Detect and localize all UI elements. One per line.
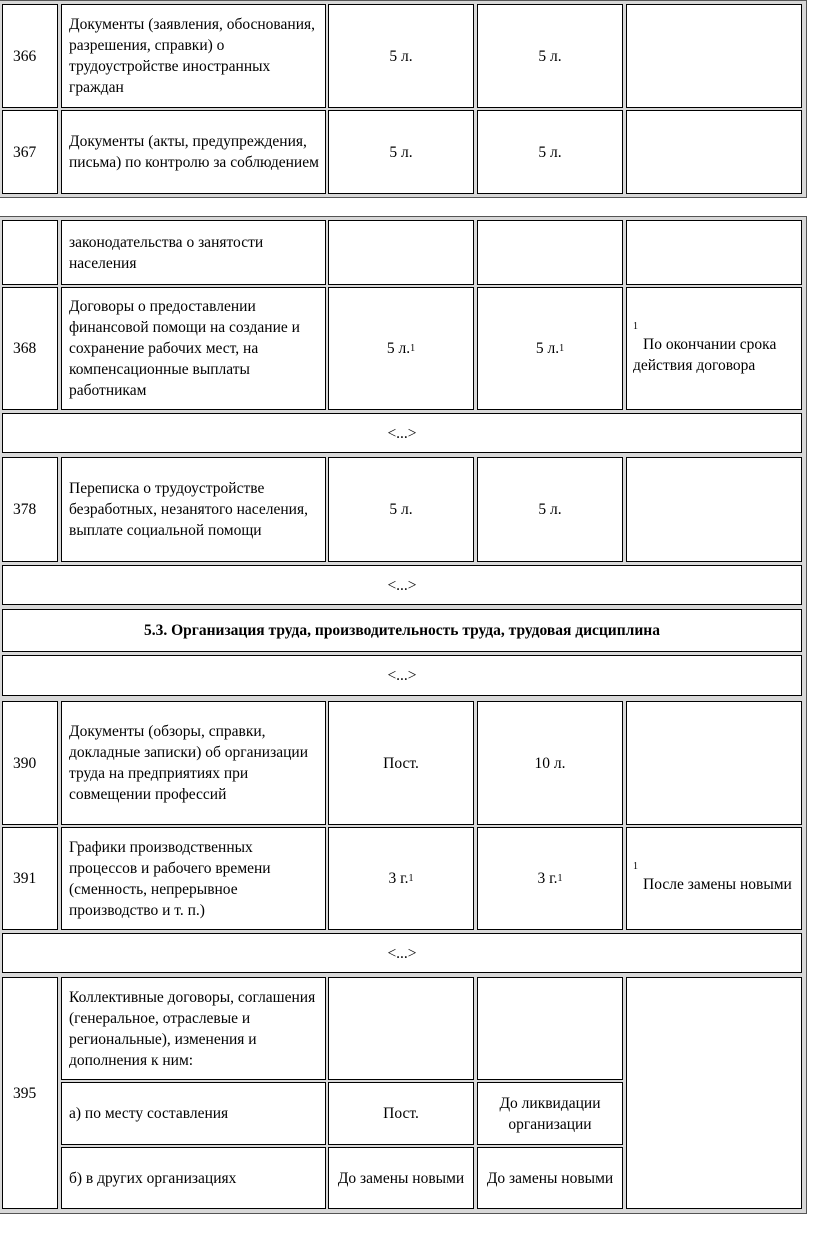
row-390-term-a: Пост. bbox=[328, 701, 474, 825]
row-378-term-a: 5 л. bbox=[328, 457, 474, 562]
row-368-note: 1 По окончании срока действия договора bbox=[626, 287, 802, 410]
ellipsis-row: <...> bbox=[2, 565, 802, 605]
row-368-term-a: 5 л. 1 bbox=[328, 287, 474, 410]
row-366-term-a: 5 л. bbox=[328, 4, 474, 108]
row-391-number: 391 bbox=[2, 827, 58, 930]
row-367-note bbox=[626, 110, 802, 194]
row-395b-term-a: До замены новыми bbox=[328, 1147, 474, 1209]
row-367-term-a: 5 л. bbox=[328, 110, 474, 194]
row-367-cont-term-a bbox=[328, 220, 474, 285]
row-390-term-b: 10 л. bbox=[477, 701, 623, 825]
row-367-cont-term-b bbox=[477, 220, 623, 285]
row-378-number: 378 bbox=[2, 457, 58, 562]
row-395-term-a bbox=[328, 977, 474, 1080]
row-395-number: 395 bbox=[2, 977, 58, 1209]
row-391-term-b: 3 г. 1 bbox=[477, 827, 623, 930]
table-block-2 bbox=[0, 216, 807, 1214]
row-367-cont-number bbox=[2, 220, 58, 285]
row-391-note: 1 После замены новыми bbox=[626, 827, 802, 930]
footnote-number: 1 bbox=[633, 320, 638, 332]
row-395b-term-b: До замены новыми bbox=[477, 1147, 623, 1209]
row-390-number: 390 bbox=[2, 701, 58, 825]
row-395a-term-a: Пост. bbox=[328, 1082, 474, 1145]
ellipsis-row: <...> bbox=[2, 655, 802, 696]
row-366-term-b: 5 л. bbox=[477, 4, 623, 108]
row-391-term-a: 3 г. 1 bbox=[328, 827, 474, 930]
row-395b-description: б) в других организациях bbox=[61, 1147, 326, 1209]
row-366-number: 366 bbox=[2, 4, 58, 108]
row-390-description: Документы (обзоры, справки, докладные записки) об организации труда на предприятиях при совмещении профессий bbox=[61, 701, 326, 825]
row-395a-term-b: До ликвидации организации bbox=[477, 1082, 623, 1145]
ellipsis-row: <...> bbox=[2, 413, 802, 453]
row-367-cont-description: законодательства о занятости населения bbox=[61, 220, 326, 285]
row-367-term-b: 5 л. bbox=[477, 110, 623, 194]
row-395-description: Коллективные договоры, соглашения (генеральное, отраслевые и региональные), изменения и дополнения к ним: bbox=[61, 977, 326, 1080]
row-395-term-b bbox=[477, 977, 623, 1080]
row-395a-description: а) по месту составления bbox=[61, 1082, 326, 1145]
row-367-number: 367 bbox=[2, 110, 58, 194]
row-378-description: Переписка о трудоустройстве безработных, незанятого населения, выплате социальной помощи bbox=[61, 457, 326, 562]
row-395-note bbox=[626, 977, 802, 1209]
ellipsis-row: <...> bbox=[2, 933, 802, 973]
row-367-cont-note bbox=[626, 220, 802, 285]
row-378-note bbox=[626, 457, 802, 562]
footnote-number: 1 bbox=[633, 861, 638, 872]
row-366-description: Документы (заявления, обоснования, разрешения, справки) о трудоустройстве иностранных граждан bbox=[61, 4, 326, 108]
section-title: 5.3. Организация труда, производительность труда, трудовая дисциплина bbox=[2, 609, 802, 652]
row-366-note bbox=[626, 4, 802, 108]
row-378-term-b: 5 л. bbox=[477, 457, 623, 562]
row-368-term-b: 5 л. 1 bbox=[477, 287, 623, 410]
table-block-1 bbox=[0, 0, 807, 198]
row-367-description: Документы (акты, предупреждения, письма) по контролю за соблюдением bbox=[61, 110, 326, 194]
row-368-description: Договоры о предоставлении финансовой помощи на создание и сохранение рабочих мест, на компенсационные выплаты работникам bbox=[61, 287, 326, 410]
row-390-note bbox=[626, 701, 802, 825]
row-391-description: Графики производственных процессов и рабочего времени (сменность, непрерывное производство и т. п.) bbox=[61, 827, 326, 930]
row-368-number: 368 bbox=[2, 287, 58, 410]
